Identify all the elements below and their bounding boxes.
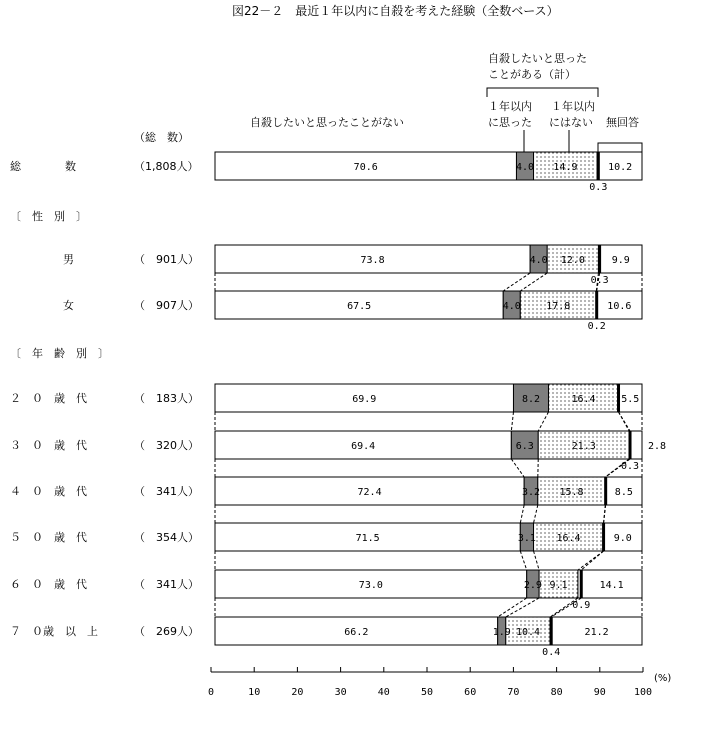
bar-divider	[597, 152, 600, 180]
x-tick-label: 20	[291, 687, 304, 698]
header-na: 無回答	[606, 116, 639, 129]
value-label: 2.9	[523, 580, 542, 591]
value-label: 3.2	[521, 487, 541, 498]
bar-divider	[580, 570, 583, 598]
x-tick-label: 60	[464, 687, 477, 698]
x-axis-unit: (%)	[654, 673, 672, 684]
value-label: 70.6	[353, 162, 378, 173]
value-label: 14.1	[599, 580, 624, 591]
connector-line	[520, 551, 526, 570]
connector-line	[534, 505, 538, 523]
value-label: 3.1	[517, 533, 536, 544]
row-label: ５ ０ 歳 代	[10, 531, 87, 544]
extra-value-label: 0.3	[590, 275, 609, 286]
header-no: 自殺したいと思ったことがない	[250, 116, 404, 129]
header-within-line1: １年以内	[488, 100, 532, 113]
extra-value-label: 0.4	[542, 647, 561, 658]
bars-group	[10, 152, 666, 658]
na-pointer	[598, 143, 642, 152]
value-label: 2.8	[648, 441, 667, 452]
row-count: （ 269人）	[134, 625, 199, 638]
row-count: （ 341人）	[134, 578, 199, 591]
connector-line	[578, 551, 604, 570]
row-label: 総 数	[10, 160, 76, 173]
value-label: 14.9	[553, 162, 578, 173]
row-label: 男	[63, 253, 74, 266]
x-tick-label: 40	[377, 687, 390, 698]
bar-divider	[617, 384, 620, 412]
value-label: 10.6	[607, 301, 632, 312]
x-tick-label: 50	[420, 687, 434, 698]
value-label: 66.2	[344, 627, 369, 638]
x-axis	[208, 667, 652, 698]
row-count: （ 341人）	[134, 485, 199, 498]
section-label-gender: 〔 性 別 〕	[10, 210, 87, 223]
value-label: 9.1	[549, 580, 568, 591]
row-count: （ 901人）	[134, 253, 199, 266]
row-count: （1,808人）	[134, 160, 199, 173]
bar-divider	[604, 477, 607, 505]
row-count: （ 320人）	[134, 439, 199, 452]
header-within-line2: に思った	[488, 116, 532, 129]
section-label-age: 〔 年 齢 別 〕	[10, 347, 109, 360]
extra-value-label: 0.3	[620, 461, 640, 472]
value-label: 9.9	[611, 255, 630, 266]
value-label: 16.4	[556, 533, 581, 544]
bar-divider	[602, 523, 605, 551]
value-label: 71.5	[355, 533, 380, 544]
value-label: 1.9	[492, 627, 511, 638]
connector-line	[503, 273, 530, 291]
connector-line	[534, 551, 540, 570]
value-label: 9.0	[613, 533, 632, 544]
row-count: （ 183人）	[134, 392, 199, 405]
row-label: ２ ０ 歳 代	[10, 392, 87, 405]
value-label: 69.9	[352, 394, 377, 405]
value-label: 15.8	[559, 487, 584, 498]
row-label: 女	[63, 299, 74, 312]
value-label: 4.0	[515, 162, 535, 173]
bar-divider	[550, 617, 553, 645]
value-label: 21.3	[571, 441, 596, 452]
row-count: （ 907人）	[134, 299, 199, 312]
value-label: 21.2	[584, 627, 609, 638]
x-tick-label: 70	[507, 687, 520, 698]
x-tick-label: 30	[334, 687, 347, 698]
row-label: ３ ０ 歳 代	[10, 439, 87, 452]
connector-line	[511, 459, 524, 477]
header-count: （総 数）	[134, 131, 189, 144]
chart-title: 図22－２ 最近１年以内に自殺を考えた経験（全数ベース）	[232, 4, 559, 18]
row-count: （ 354人）	[134, 531, 199, 544]
value-label: 6.3	[515, 441, 534, 452]
value-label: 10.2	[608, 162, 633, 173]
x-tick-label: 80	[550, 687, 563, 698]
value-label: 4.0	[529, 255, 548, 266]
connector-line	[619, 412, 631, 431]
header-group-line1: 自殺したいと思った	[488, 52, 587, 65]
x-tick-label: 0	[207, 687, 215, 698]
connector-line	[520, 505, 524, 523]
value-label: 12.0	[560, 255, 585, 266]
header-group-line2: ことがある（計）	[488, 68, 576, 81]
x-tick-label: 90	[593, 687, 606, 698]
header-notwithin-line2: にはない	[549, 116, 593, 129]
extra-value-label: 0.9	[572, 600, 591, 611]
row-label: ７ ０歳 以 上	[10, 625, 98, 638]
extra-value-label: 0.3	[589, 182, 608, 193]
value-label: 69.4	[351, 441, 376, 452]
connector-line	[538, 412, 548, 431]
value-label: 72.4	[357, 487, 382, 498]
value-label: 10.4	[515, 627, 541, 638]
bar-divider	[629, 431, 632, 459]
x-tick-label: 100	[633, 687, 653, 698]
header-notwithin-line1: １年以内	[551, 100, 595, 113]
value-label: 16.4	[571, 394, 596, 405]
value-label: 4.0	[502, 301, 521, 312]
x-tick-label: 10	[248, 687, 261, 698]
connector-line	[511, 412, 513, 431]
bar-divider	[595, 291, 598, 319]
value-label: 8.2	[521, 394, 541, 405]
value-label: 73.8	[360, 255, 385, 266]
value-label: 17.8	[546, 301, 571, 312]
value-label: 5.5	[621, 394, 640, 405]
value-label: 73.0	[358, 580, 383, 591]
connector-line	[498, 598, 527, 617]
row-label: ４ ０ 歳 代	[10, 485, 87, 498]
row-label: ６ ０ 歳 代	[10, 578, 87, 591]
connector-line	[581, 551, 603, 570]
value-label: 8.5	[614, 487, 633, 498]
value-label: 67.5	[347, 301, 372, 312]
connector-line	[520, 273, 547, 291]
bar-divider	[598, 245, 601, 273]
group-bracket	[487, 88, 598, 97]
extra-value-label: 0.2	[587, 321, 606, 332]
